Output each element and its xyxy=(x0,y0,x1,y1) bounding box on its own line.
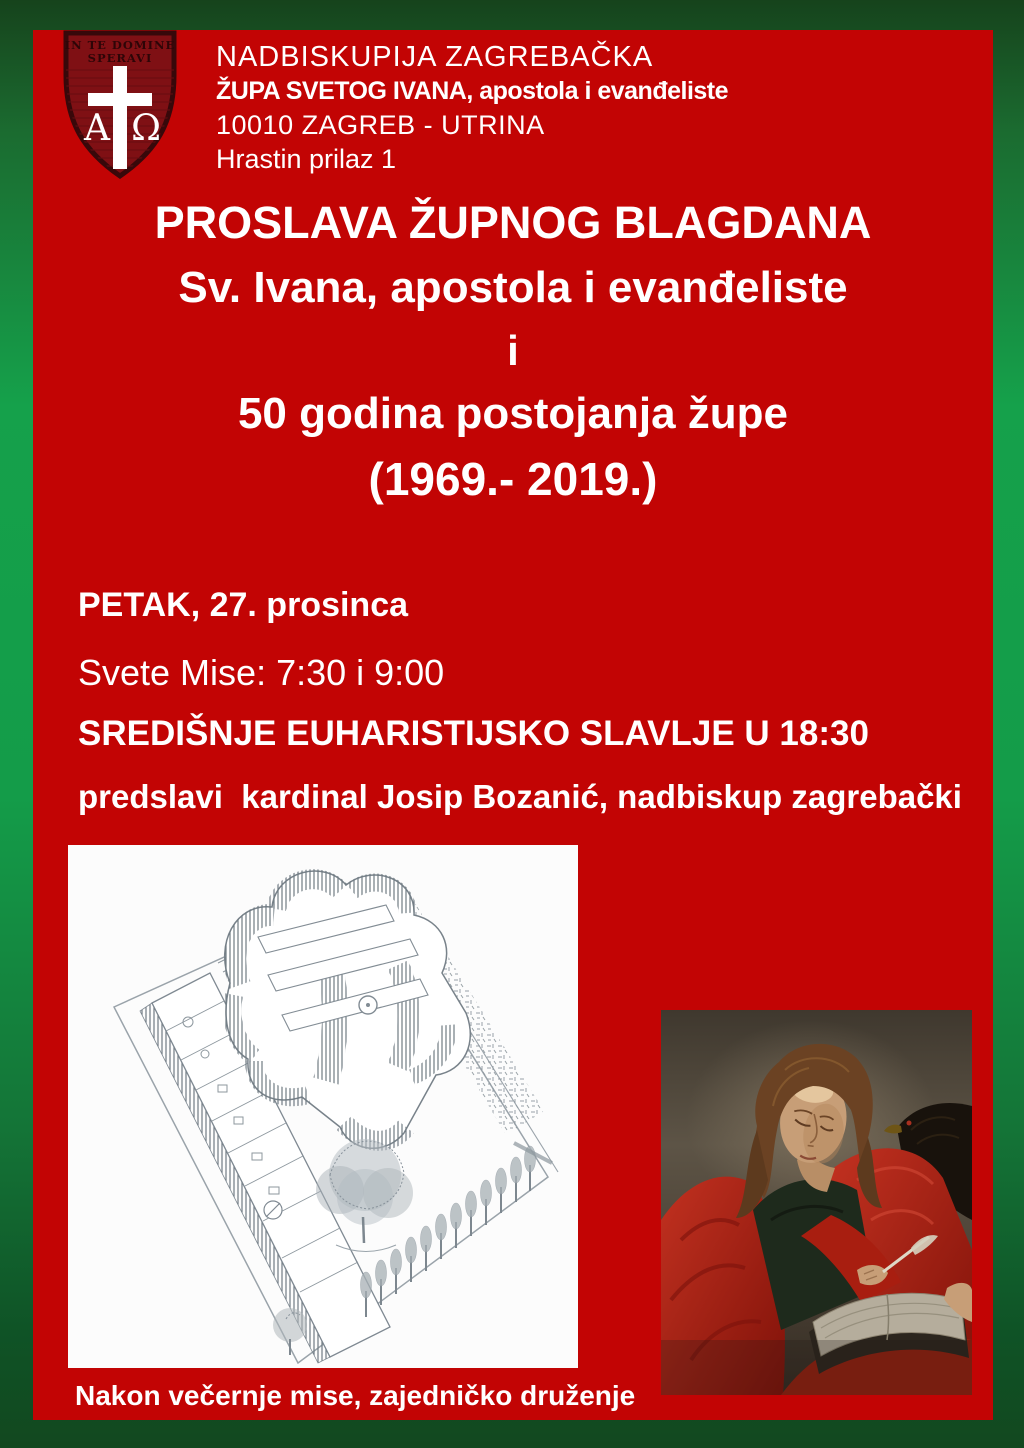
crest-motto-line2: SPERAVI xyxy=(87,51,153,65)
archdiocese-name: NADBISKUPIJA ZAGREBAČKA xyxy=(216,41,654,73)
title-line-3: i xyxy=(507,327,519,374)
main-celebration: SREDIŠNJE EUHARISTIJSKO SLAVLJE U 18:30 xyxy=(78,714,869,753)
parish-name: ŽUPA SVETOG IVANA, apostola i evanđeliste xyxy=(216,77,729,105)
event-date: PETAK, 27. prosinca xyxy=(78,586,409,624)
title-line-5: (1969.- 2019.) xyxy=(368,453,658,505)
st-john-painting-graphic xyxy=(661,1010,972,1395)
title-line-4: 50 godina postojanja župe xyxy=(237,389,789,438)
parish-street: Hrastin prilaz 1 xyxy=(216,144,397,174)
parish-header-block xyxy=(216,40,728,176)
painting-vignette xyxy=(661,1340,972,1395)
alpha-letter: Α xyxy=(84,108,110,149)
footer-note: Nakon večernje mise, zajedničko druženje xyxy=(75,1380,636,1411)
small-tree xyxy=(273,1308,307,1355)
crest-motto-line1: IN TE DOMINE xyxy=(64,38,176,52)
archdiocese-crest-icon xyxy=(59,30,181,180)
title-line-2: Sv. Ivana, apostola i evanđeliste xyxy=(178,263,848,312)
poster-red-background xyxy=(33,30,993,1420)
church-axonometric-drawing xyxy=(68,845,578,1368)
title-line-1: PROSLAVA ŽUPNOG BLAGDANA xyxy=(154,197,872,248)
omega-letter: Ω xyxy=(131,108,161,149)
celebrant: predslavi kardinal Josip Bozanić, nadbiskup zagrebački xyxy=(78,778,962,815)
mass-times: Svete Mise: 7:30 i 9:00 xyxy=(78,652,445,693)
parish-city: 10010 ZAGREB - UTRINA xyxy=(216,110,545,140)
poster-title-block xyxy=(33,190,993,512)
st-john-evangelist-painting xyxy=(661,1010,972,1395)
church-drawing-graphic xyxy=(68,845,578,1368)
